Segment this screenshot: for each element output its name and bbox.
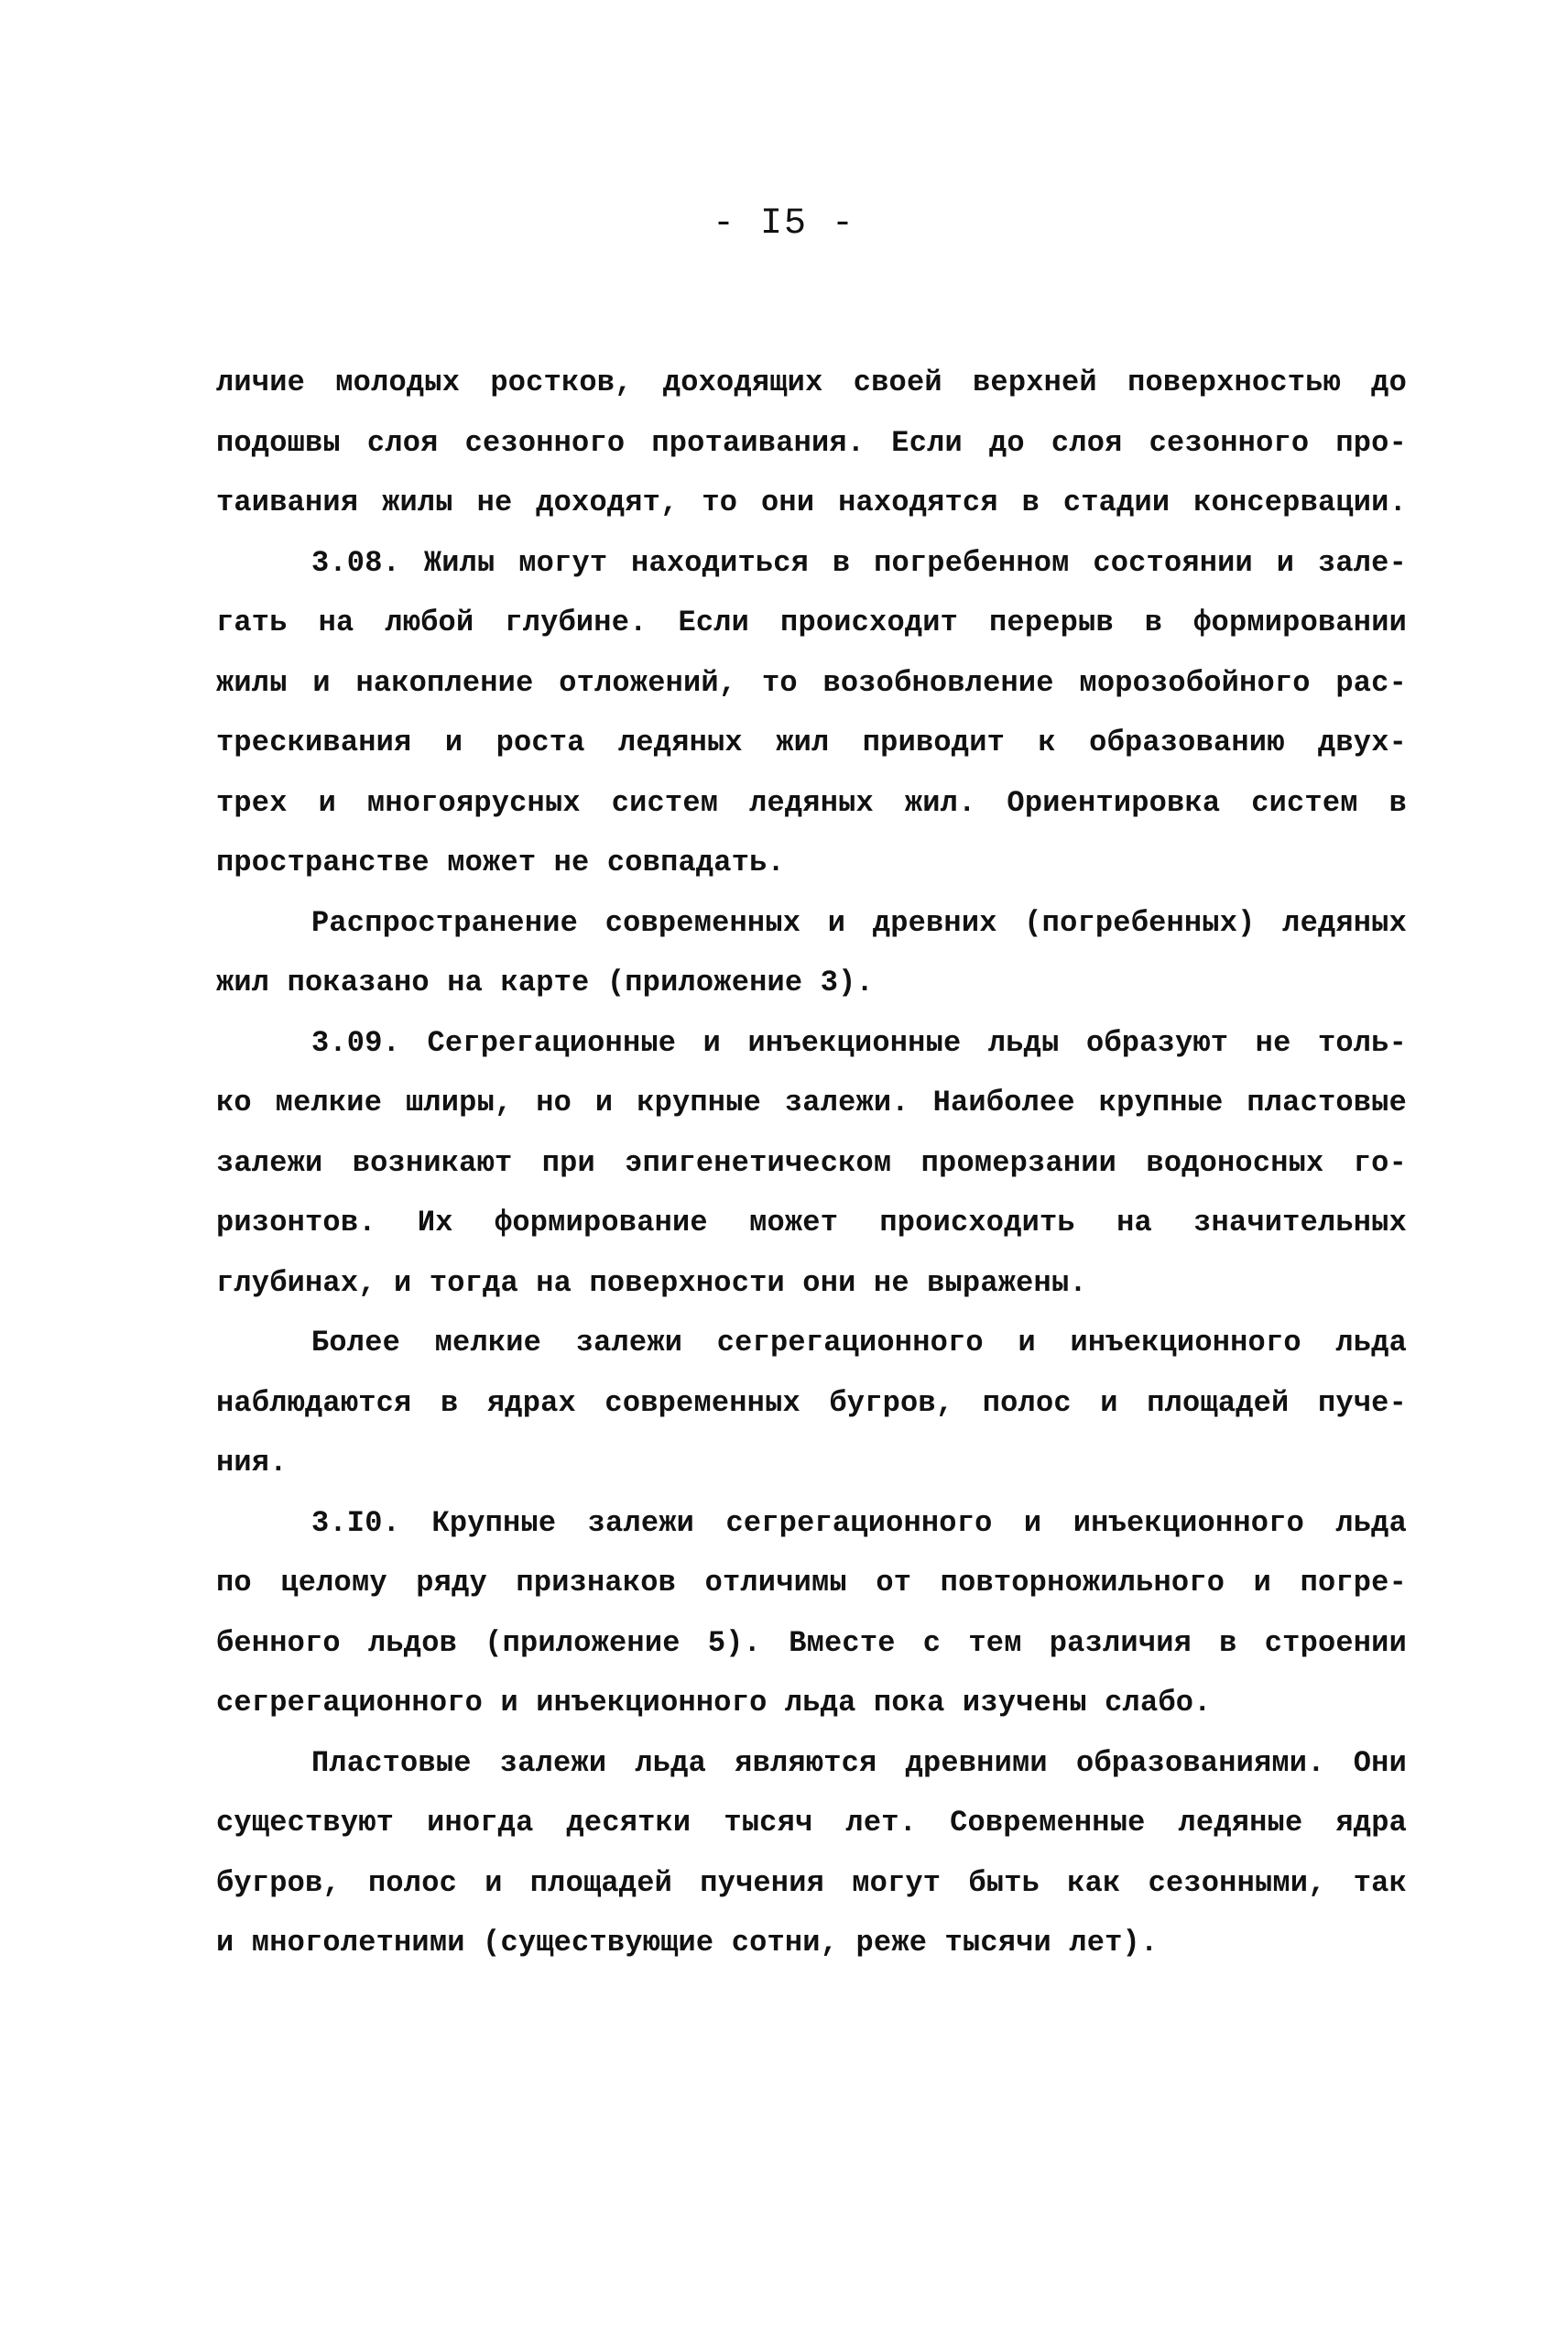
text-line: глубинах, и тогда на поверхности они не выражены. xyxy=(216,1265,1087,1300)
text-line: жил показано на карте (приложение 3). xyxy=(216,966,874,999)
text-line: пространстве может не совпадать. xyxy=(216,846,785,879)
text-line: подошвы слоя сезонного протаивания. Если до слоя сезонного про- xyxy=(216,425,1407,460)
text-line: залежи возникают при эпигенетическом промерзании водоносных го- xyxy=(216,1145,1407,1180)
text-line: и многолетними (существующие сотни, реже тысячи лет). xyxy=(216,1926,1159,1960)
text-line: 3.I0. Крупные залежи сегрегационного и инъекционного льда xyxy=(311,1505,1407,1540)
text-line: личие молодых ростков, доходящих своей верхней поверхностью до xyxy=(216,366,1407,399)
text-line: трех и многоярусных систем ледяных жил. Ориентировка систем в xyxy=(216,785,1407,820)
text-line: жилы и накопление отложений, то возобновление морозобойного рас- xyxy=(216,665,1407,700)
text-line: ко мелкие шлиры, но и крупные залежи. Наиболее крупные пластовые xyxy=(216,1086,1407,1119)
text-line: гать на любой глубине. Если происходит перерыв в формировании xyxy=(216,606,1407,639)
body-text xyxy=(216,353,1407,1973)
text-line: существуют иногда десятки тысяч лет. Современные ледяные ядра xyxy=(216,1806,1407,1840)
text-line: трескивания и роста ледяных жил приводит к образованию двух- xyxy=(216,726,1407,759)
text-line: по целому ряду признаков отличимы от повторножильного и погре- xyxy=(216,1566,1407,1600)
text-line: Более мелкие залежи сегрегационного и инъекционного льда xyxy=(311,1326,1407,1360)
text-line: бугров, полос и площадей пучения могут быть как сезонными, так xyxy=(216,1865,1407,1900)
text-line: Распространение современных и древних (погребенных) ледяных xyxy=(311,905,1407,940)
text-line: бенного льдов (приложение 5). Вместе с тем различия в строении xyxy=(216,1625,1407,1660)
page-number: - I5 - xyxy=(712,203,856,245)
text-line: ния. xyxy=(216,1446,288,1480)
text-line: наблюдаются в ядрах современных бугров, полос и площадей пуче- xyxy=(216,1385,1407,1420)
text-line: Пластовые залежи льда являются древними образованиями. Они xyxy=(311,1745,1407,1780)
text-line: 3.09. Сегрегационные и инъекционные льды образуют не толь- xyxy=(311,1025,1407,1060)
text-line: ризонтов. Их формирование может происходить на значительных xyxy=(216,1206,1407,1239)
text-line: сегрегационного и инъекционного льда пока изучены слабо. xyxy=(216,1686,1212,1720)
text-line: таивания жилы не доходят, то они находятся в стадии консервации. xyxy=(216,486,1407,519)
text-line: 3.08. Жилы могут находиться в погребенном состоянии и зале- xyxy=(311,545,1407,580)
